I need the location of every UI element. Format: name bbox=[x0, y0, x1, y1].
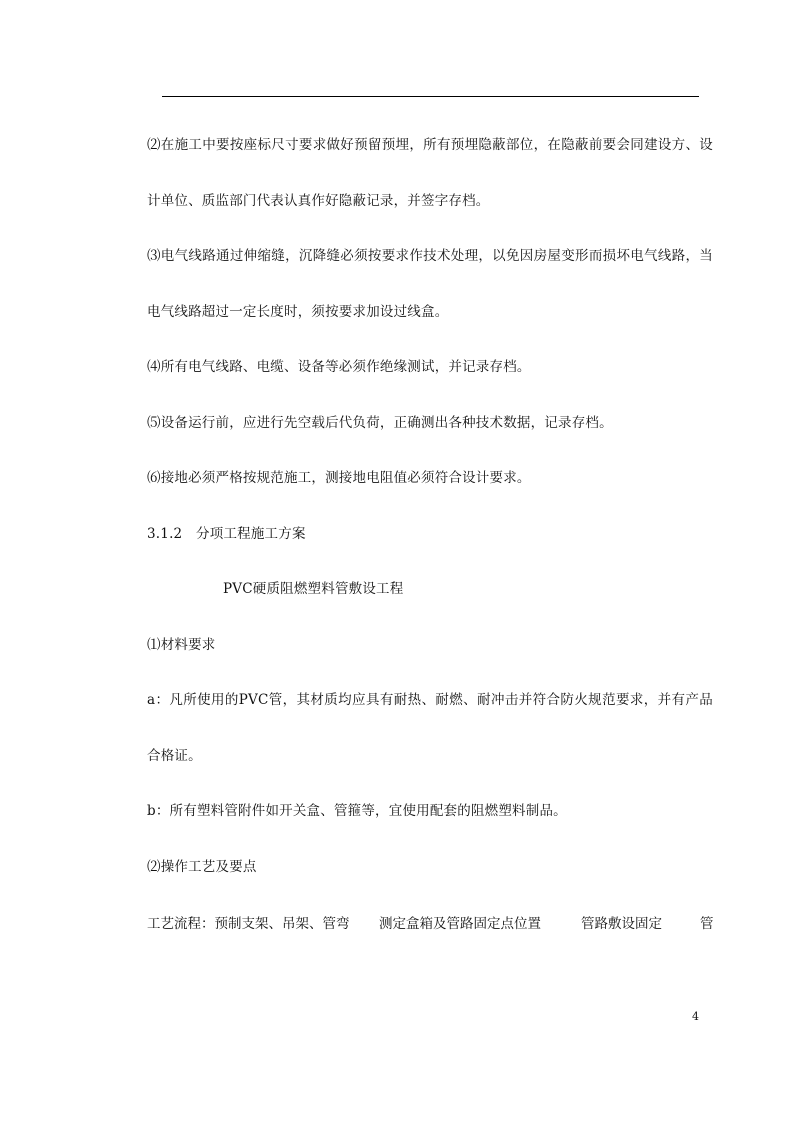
paragraph-line: a：凡所使用的PVC管，其材质均应具有耐热、耐燃、耐冲击并符合防火规范要求，并有产品 bbox=[147, 692, 714, 708]
page-number: 4 bbox=[692, 1010, 699, 1023]
section-heading: 3.1.2 分项工程施工方案 bbox=[147, 526, 306, 542]
process-flow-step: 管路敷设固定 bbox=[581, 916, 662, 932]
paragraph-line: 合格证。 bbox=[147, 748, 202, 764]
process-flow-step: 测定盒箱及管路固定点位置 bbox=[379, 916, 541, 932]
paragraph-line: b：所有塑料管附件如开关盒、管箍等，宜使用配套的阻燃塑料制品。 bbox=[147, 803, 567, 819]
paragraph-line: ⑷所有电气线路、电缆、设备等必须作绝缘测试，并记录存档。 bbox=[147, 359, 531, 375]
paragraph-line: 计单位、质监部门代表认真作好隐蔽记录，并签字存档。 bbox=[147, 193, 490, 209]
process-flow-label: 工艺流程：预制支架、吊架、管弯 bbox=[147, 916, 350, 932]
process-flow-step: 管 bbox=[700, 916, 714, 932]
paragraph-line: 电气线路超过一定长度时，须按要求加设过线盒。 bbox=[147, 304, 449, 320]
header-rule bbox=[162, 96, 699, 97]
paragraph-line: ⑵在施工中要按座标尺寸要求做好预留预埋，所有预埋隐蔽部位，在隐蔽前要会同建设方、设 bbox=[147, 137, 713, 153]
paragraph-line: ⑶电气线路通过伸缩缝，沉降缝必须按要求作技术处理，以免因房屋变形而损坏电气线路，当 bbox=[147, 248, 713, 264]
paragraph-line: ⑹接地必须严格按规范施工，测接地电阻值必须符合设计要求。 bbox=[147, 470, 531, 486]
subsection-title: PVC硬质阻燃塑料管敷设工程 bbox=[223, 581, 404, 597]
paragraph-line: ⑸设备运行前，应进行先空载后代负荷，正确测出各种技术数据，记录存档。 bbox=[147, 415, 613, 431]
paragraph-line: ⑵操作工艺及要点 bbox=[147, 859, 257, 875]
paragraph-line: ⑴材料要求 bbox=[147, 637, 216, 653]
